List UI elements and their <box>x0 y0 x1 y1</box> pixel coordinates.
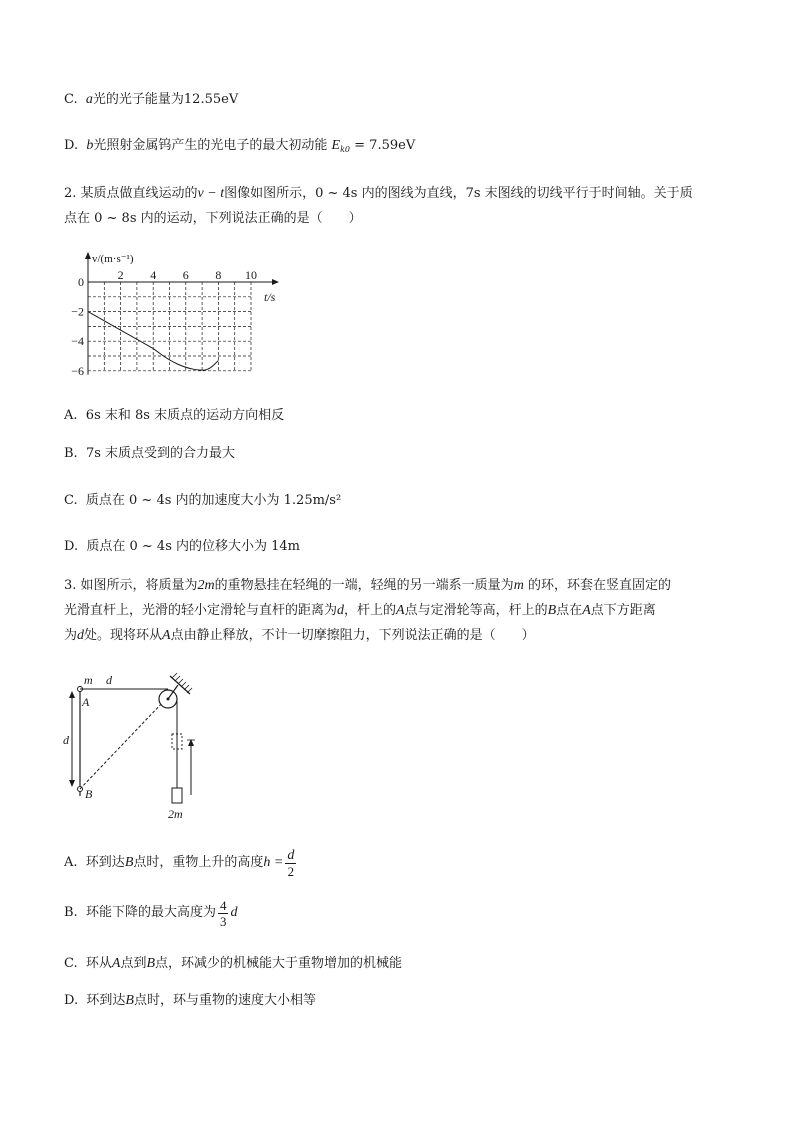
x-axis-label: t/s <box>264 290 276 304</box>
y-tick-label: −2 <box>71 304 84 319</box>
q3-option-d: D. 环到达B点时，环与重物的速度大小相等 <box>64 993 316 1008</box>
chart-grid <box>88 282 251 371</box>
label-d-side: d <box>63 733 69 747</box>
label-m: m <box>84 673 93 687</box>
x-tick-label: 2 <box>117 268 124 282</box>
label-d-top: d <box>106 673 112 687</box>
symbol-b: b <box>86 138 94 153</box>
diagonal-rope-dashed <box>80 701 164 789</box>
y-tick-label: −4 <box>71 334 84 349</box>
q1-option-c: C. a光的光子能量为12.55eV <box>64 92 239 107</box>
chart-ticks <box>71 268 257 378</box>
q2-stem-line1: 2. 某质点做直线运动的v − t图像如图所示，0 ~ 4s 内的图线为直线，7s 末图线的切线平行于时间轴。关于质 <box>64 186 693 201</box>
q3-option-c: C. 环从A点到B点，环减少的机械能大于重物增加的机械能 <box>64 956 403 971</box>
x-tick-label: 6 <box>182 268 189 282</box>
q2-option-d: D. 质点在 0 ~ 4s 内的位移大小为 14m <box>64 539 300 554</box>
vt-graph <box>70 250 290 385</box>
q2-option-a: A. 6s 末和 8s 末质点的运动方向相反 <box>64 408 285 423</box>
y-axis-arrow <box>85 252 91 259</box>
q2-option-b: B. 7s 末质点受到的合力最大 <box>64 446 236 461</box>
q1-option-d: D. b光照射金属钨产生的光电子的最大初动能 $E_{k0} = 7.59eV$ <box>64 138 416 154</box>
label-a: A <box>82 695 90 709</box>
label-b: B <box>85 787 93 801</box>
q3-stem-line3: 为d处。现将环从A点由静止释放，不计一切摩擦阻力，下列说法正确的是（ ） <box>64 628 535 643</box>
x-tick-label: 8 <box>215 268 222 282</box>
x-axis-arrow <box>272 279 279 285</box>
q3-option-a: A. 环到达 B 点时，重物上升的高度 h = $\frac{d}{2}$ <box>64 847 295 879</box>
q3-option-b: B. 环能下降的最大高度为 $\frac{4}{3}$ d <box>64 897 238 929</box>
y-axis-label: v/(m·s⁻¹) <box>92 253 134 265</box>
q2-stem-line2: 点在 0 ~ 8s 内的运动，下列说法正确的是（ ） <box>64 211 362 226</box>
x-tick-label: 4 <box>150 268 157 282</box>
y-tick-label: −6 <box>71 363 84 378</box>
y-tick-label: 0 <box>78 275 84 289</box>
pulley-diagram <box>60 670 210 825</box>
weight-block <box>172 788 182 803</box>
q3-stem-line2: 光滑直杆上，光滑的轻小定滑轮与直杆的距离为d，杆上的A点与定滑轮等高，杆上的B点在A点下方距离 <box>64 603 656 618</box>
q2-option-c: C. 质点在 0 ~ 4s 内的加速度大小为 1.25m/s² <box>64 493 342 508</box>
x-tick-label: 10 <box>245 268 257 282</box>
symbol-a: a <box>85 92 93 107</box>
label-2m: 2m <box>168 807 183 821</box>
fraction-4-over-3: $\frac{4}{3}$ <box>219 897 227 929</box>
q3-stem-line1: 3. 如图所示，将质量为2m的重物悬挂在轻绳的一端，轻绳的另一端系一质量为m 的环，环套在竖直固定的 <box>64 578 671 593</box>
fraction-d-over-2: $\frac{d}{2}$ <box>287 847 295 879</box>
